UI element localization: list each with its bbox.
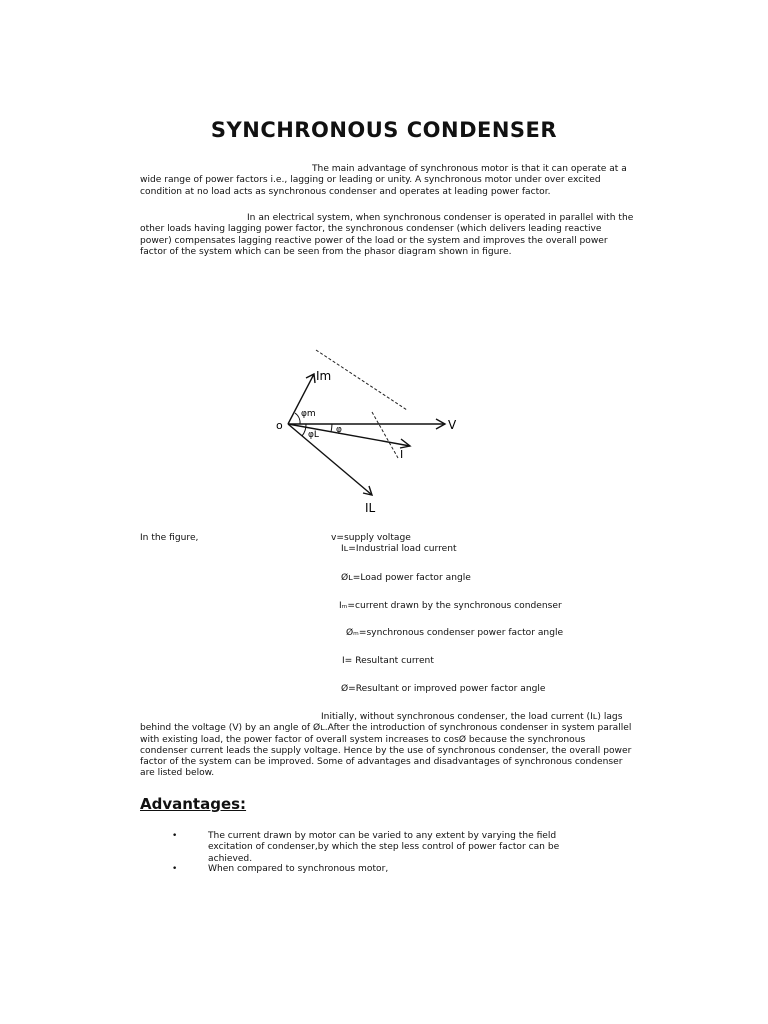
il-phasor	[288, 424, 372, 495]
phi-label: φ	[336, 425, 342, 435]
paragraph-1: The main advantage of synchronous motor is that it can operate at a wide range of power factors i.e., lagging or leading or unity. A synchronous motor under over excited condition at no load acts as synchronous condenser and operates at leading power factor.	[140, 164, 627, 197]
definition-item: I= Resultant current	[342, 656, 434, 666]
bullet-marker: •	[172, 864, 178, 874]
il-label: IL	[365, 501, 376, 515]
definition-item: Øʟ=Load power factor angle	[341, 573, 471, 583]
definition-item: Iʟ=Industrial load current	[341, 544, 457, 554]
phi-m-label: φm	[301, 409, 316, 419]
definition-item: v=supply voltage	[331, 533, 411, 543]
bullet-item: When compared to synchronous motor,	[208, 864, 389, 874]
page-title: SYNCHRONOUS CONDENSER	[210, 118, 558, 142]
phi-l-label: φL	[308, 430, 319, 440]
paragraph-3: Initially, without synchronous condenser, the load current (Iʟ) lags behind the voltage (V) by an angle of Øʟ.After the introduction of synchronous condenser in system parallel with existing load, the power factor of overall system increases to cosØ because the synchronous condenser current leads the supply voltage. Hence by the use of synchronous condenser, the overall power factor of the system can be improved. Some of advantages and disadvantages of synchronous condenser are listed below.	[140, 712, 632, 779]
bullet-marker: •	[172, 831, 178, 841]
definition-item: Iₘ=current drawn by the synchronous condenser	[339, 601, 562, 611]
phasor-diagram	[270, 340, 470, 520]
dashed-line-lower	[372, 412, 398, 458]
bullet-item: The current drawn by motor can be varied to any extent by varying the field excitation of condenser,by which the step less control of power factor can be achieved.	[208, 831, 560, 864]
advantages-heading: Advantages:	[140, 795, 247, 813]
definitions-intro: In the figure,	[140, 533, 199, 543]
im-label: Im	[316, 369, 332, 383]
v-label: V	[448, 418, 457, 432]
definition-item: Øₘ=synchronous condenser power factor angle	[346, 628, 564, 638]
paragraph-2: In an electrical system, when synchronous condenser is operated in parallel with the other loads having lagging power factor, the synchronous condenser (which delivers leading reactive power) compensates lagging reactive power of the load or the system and improves the overall power factor of the system which can be seen from the phasor diagram shown in figure.	[140, 213, 634, 257]
origin-label: o	[276, 419, 283, 432]
definition-item: Ø=Resultant or improved power factor angle	[341, 684, 546, 694]
i-label: I	[400, 448, 404, 461]
